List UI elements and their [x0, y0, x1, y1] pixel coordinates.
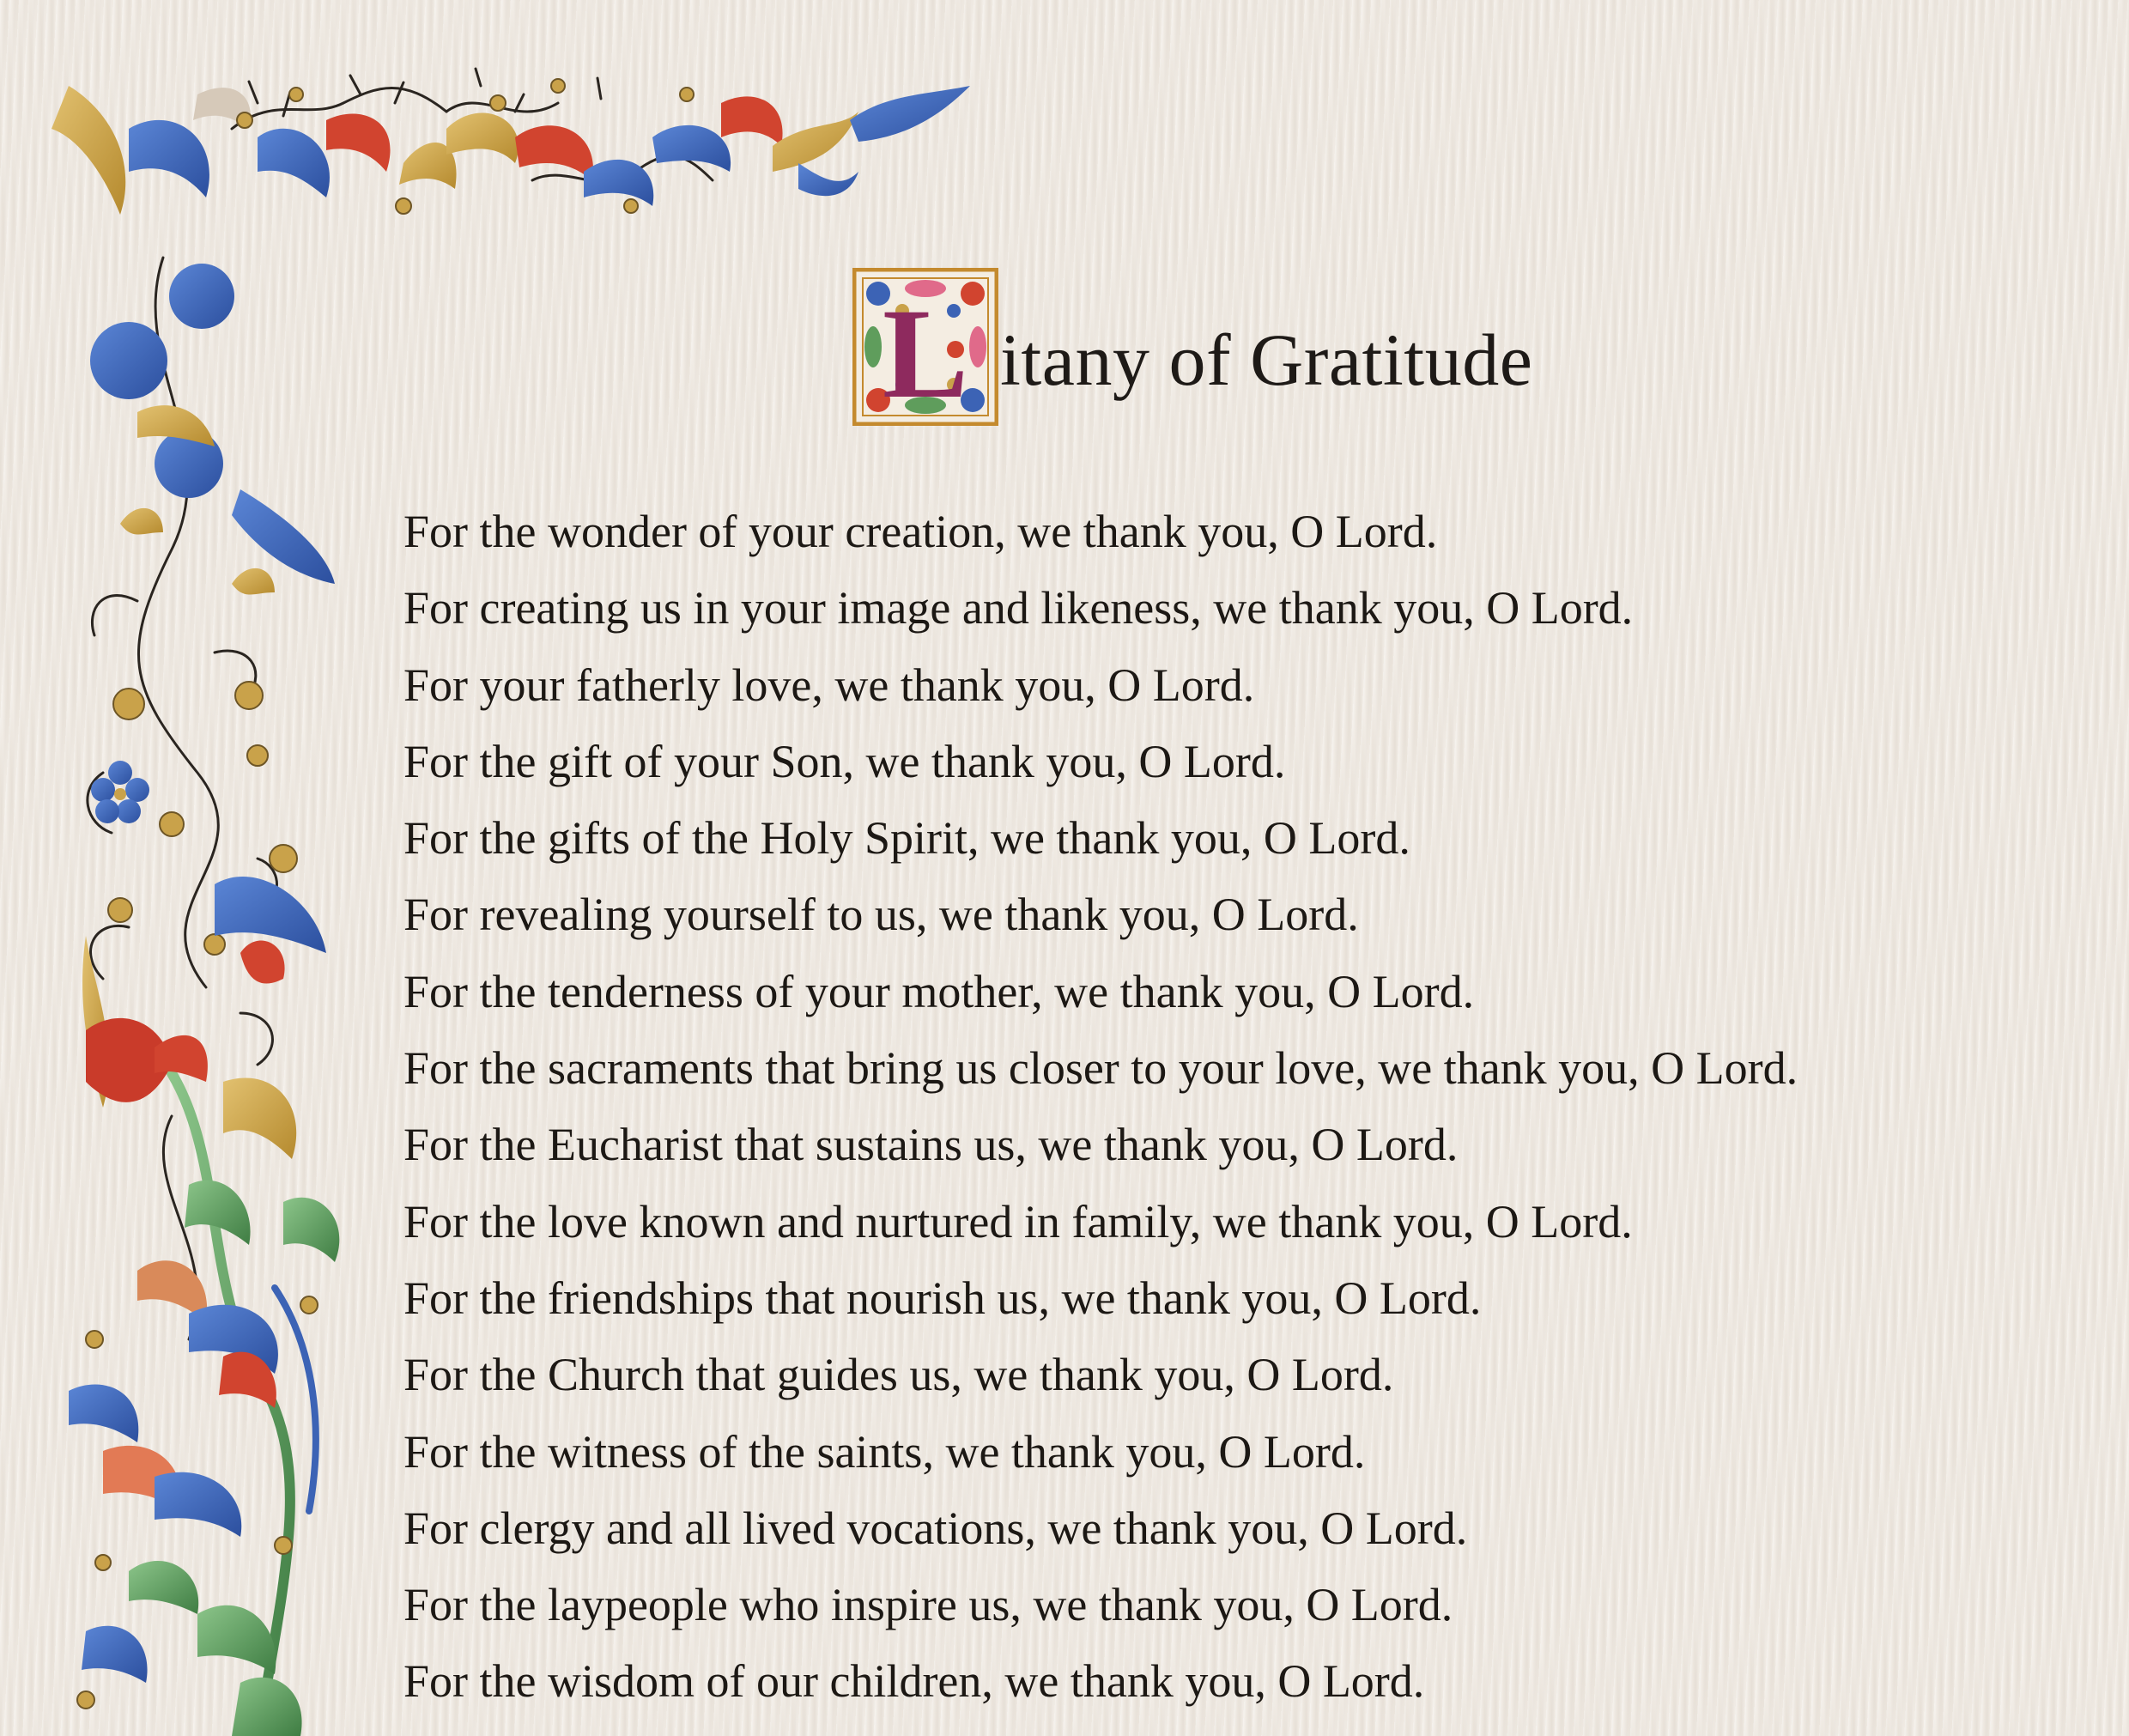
litany-line: For the tenderness of your mother, we thank you, O Lord. — [403, 965, 1475, 1017]
litany-line: For clergy and all lived vocations, we thank you, O Lord. — [403, 1502, 1468, 1554]
illuminated-initial-icon — [852, 268, 998, 426]
litany-line: For the sacraments that bring us closer to your love, we thank you, O Lord. — [403, 1042, 1798, 1095]
litany-line: For the gift of your Son, we thank you, O Lord. — [403, 735, 1286, 787]
litany-line: For the wisdom of our children, we thank you, O Lord. — [403, 1655, 1425, 1708]
litany-line: For the friendships that nourish us, we thank you, O Lord. — [403, 1272, 1482, 1324]
litany-line: For revealing yourself to us, we thank you, O Lord. — [403, 889, 1359, 941]
document-title — [852, 268, 1532, 426]
litany-line: For the Church that guides us, we thank you, O Lord. — [403, 1349, 1394, 1401]
litany-line: For the love known and nurtured in family, we thank you, O Lord. — [403, 1195, 1633, 1247]
litany-line: For the Eucharist that sustains us, we thank you, O Lord. — [403, 1119, 1459, 1171]
litany-line: For the wonder of your creation, we thank you, O Lord. — [403, 506, 1438, 557]
initial-letter: L — [882, 282, 969, 425]
litany-list — [403, 494, 2112, 1721]
litany-line: For the witness of the saints, we thank you, O Lord. — [403, 1425, 1366, 1478]
litany-line: For creating us in your image and likeness, we thank you, O Lord. — [403, 582, 1634, 634]
title-text: itany of Gratitude — [1000, 319, 1533, 401]
litany-line: For the gifts of the Holy Spirit, we thank you, O Lord. — [403, 812, 1410, 865]
litany-line: For the laypeople who inspire us, we thank you, O Lord. — [403, 1579, 1453, 1631]
litany-line: For your fatherly love, we thank you, O Lord. — [403, 659, 1255, 711]
